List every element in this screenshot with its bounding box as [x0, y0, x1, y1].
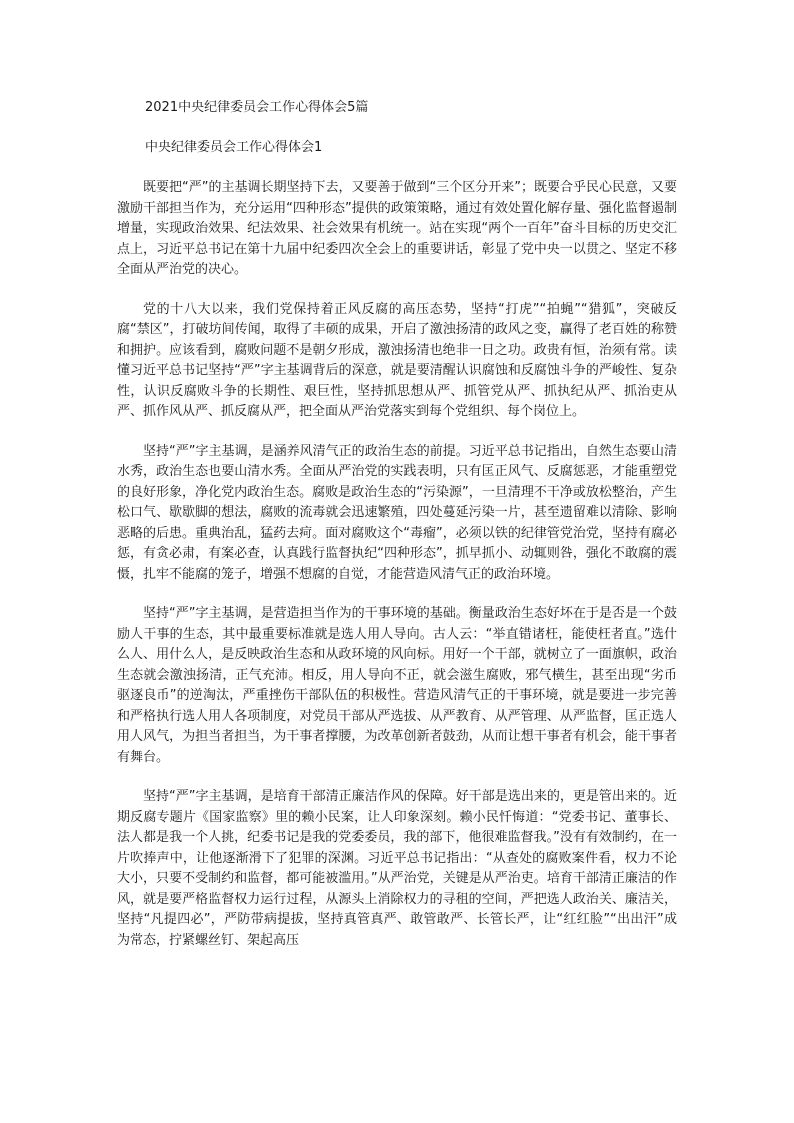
- body-paragraph: 党的十八大以来，我们党保持着正风反腐的高压态势，坚持“打虎”“拍蝇”“猎狐”，突破反腐“禁区”，打破坊间传闻，取得了丰硕的成果，开启了激浊扬清的政风之变，赢得了老百姓的称赞和拥护。应该看到，腐败问题不是朝夕形成，激浊扬清也绝非一日之功。政贵有恒，治须有常。读懂习近平总书记坚持“严”字主基调背后的深意，就是要清醒认识腐蚀和反腐蚀斗争的严峻性、复杂性，认识反腐败斗争的长期性、艰巨性，坚持抓思想从严、抓管党从严、抓执纪从严、抓治吏从严、抓作风从严、抓反腐从严，把全面从严治党落实到每个党组织、每个岗位上。: [117, 301, 677, 419]
- body-paragraph: 坚持“严”字主基调，是培育干部清正廉洁作风的保障。好干部是选出来的，更是管出来的。近期反腐专题片《国家监察》里的赖小民案，让人印象深刻。赖小民忏悔道：“党委书记、董事长、法人都是我一个人挑，纪委书记是我的党委委员，我的部下，他很难监督我。”没有有效制约，在一片吹捧声中，让他逐渐滑下了犯罪的深渊。习近平总书记指出：“从查处的腐败案件看，权力不论大小，只要不受制约和监督，都可能被滥用。”从严治党，关键是从严治吏。培育干部清正廉洁的作风，就是要严格监督权力运行过程，从源头上消除权力的寻租的空间，严把选人政治关、廉洁关，坚持“凡提四必”，严防带病提拔，坚持真管真严、敢管敢严、长管长严，让“红红脸”“出出汗”成为常态，拧紧螺丝钉、架起高压: [117, 789, 677, 948]
- body-paragraph: 坚持“严”字主基调，是营造担当作为的干事环境的基础。衡量政治生态好坏在于是否是一个鼓励人干事的生态，其中最重要标准就是选人用人导向。古人云：“举直错诸枉，能使枉者直。”选什么人、用什么人，是反映政治生态和从政环境的风向标。用好一个干部，就树立了一面旗帜，政治生态就会激浊扬清，正气充沛。相反，用人导向不正，就会滋生腐败，邪气横生，甚至出现“劣币驱逐良币”的逆淘汰，严重挫伤干部队伍的积极性。营造风清气正的干事环境，就是要进一步完善和严格执行选人用人各项制度，对党员干部从严选拔、从严教育、从严管理、从严监督，匡正选人用人风气，为担当者担当，为干事者撑腰，为改革创新者鼓劲，从而让想干事者有机会，能干事者有舞台。: [117, 606, 677, 765]
- document-title: 2021中央纪律委员会工作心得体会5篇: [145, 100, 369, 115]
- document-page: [117, 88, 677, 951]
- body-paragraph: 坚持“严”字主基调，是涵养风清气正的政治生态的前提。习近平总书记指出，自然生态要山清水秀，政治生态也要山清水秀。全面从严治党的实践表明，只有匡正风气、反腐惩恶，才能重塑党的良好形象，净化党内政治生态。腐败是政治生态的“污染源”，一旦清理不干净或放松整治，产生松口气、歇歇脚的想法，腐败的流毒就会迅速繁殖，四处蔓延污染一片，甚至遗留难以清除、影响恶略的后患。重典治乱，猛药去疴。面对腐败这个“毒瘤”，必须以铁的纪律管党治党，坚持有腐必惩，有贪必肃，有案必查，认真践行监督执纪“四种形态”，抓早抓小、动辄则咎，强化不敢腐的震慑，扎牢不能腐的笼子，增强不想腐的自觉，才能营造风清气正的政治环境。: [117, 443, 677, 582]
- section-title: 中央纪律委员会工作心得体会1: [145, 140, 323, 155]
- body-paragraph: 既要把“严”的主基调长期坚持下去，又要善于做到“三个区分开来”；既要合乎民心民意，又要激励干部担当作为，充分运用“四种形态”提供的政策策略，通过有效处置化解存量、强化监督遏制增量，实现政治效果、纪法效果、社会效果有机统一。站在实现“两个一百年”奋斗目标的历史交汇点上，习近平总书记在第十九届中纪委四次全会上的重要讲话，彰显了党中央一以贯之、坚定不移全面从严治党的决心。: [117, 180, 677, 277]
